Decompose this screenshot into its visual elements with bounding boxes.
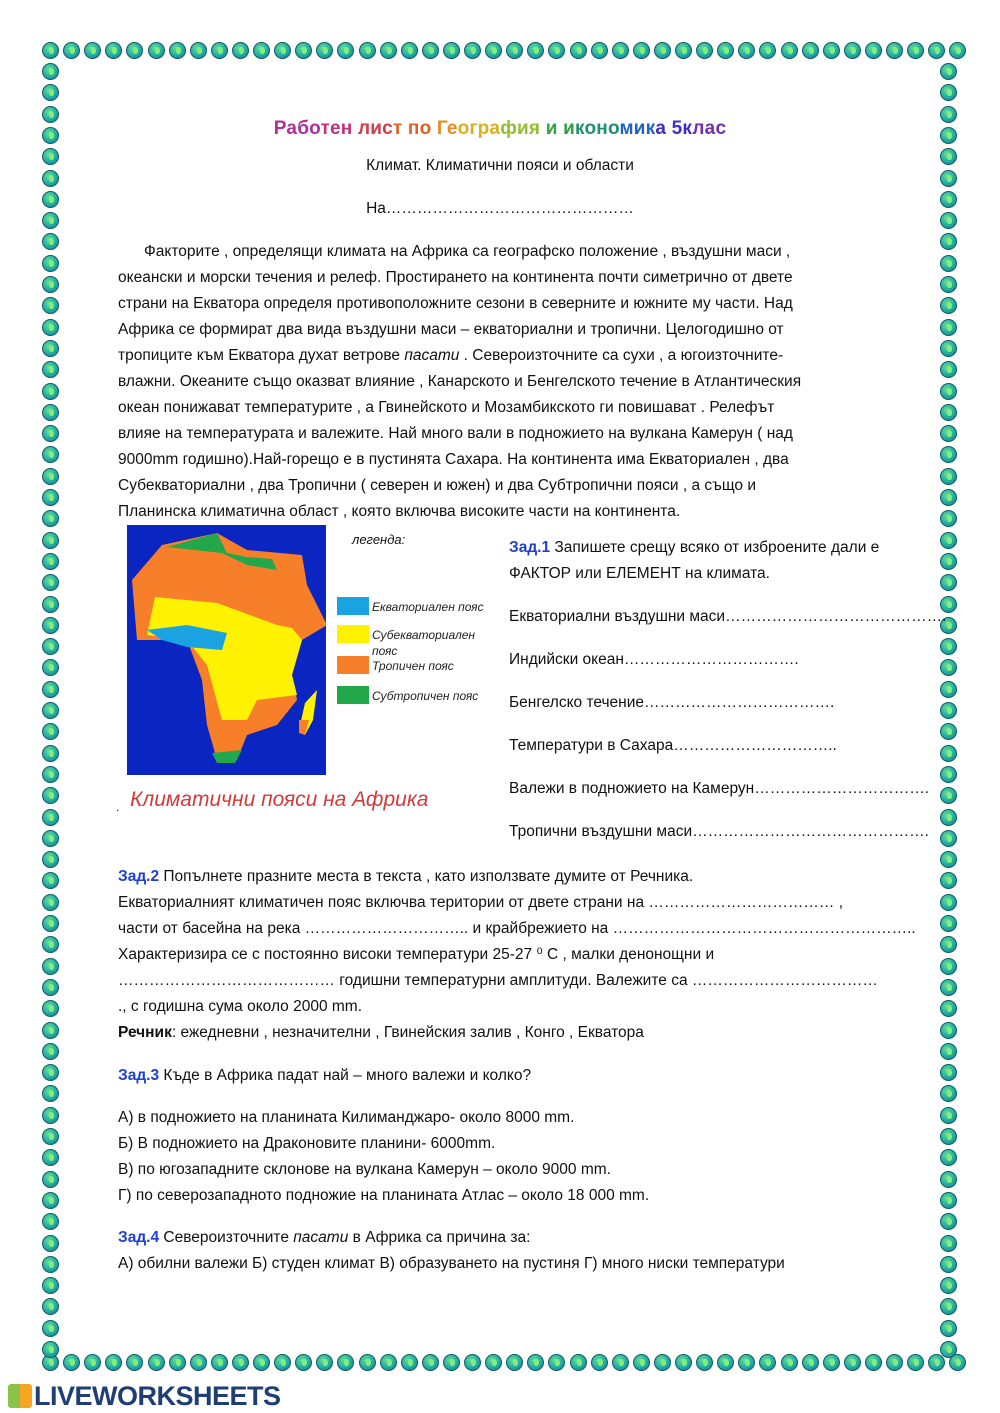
intro-line: Субекваториални , два Тропични ( северен и южен) и два Субтропични пояси , а също и [118, 477, 757, 494]
globe-icon [42, 468, 59, 485]
globe-icon [232, 1354, 249, 1371]
task2 [118, 864, 916, 1046]
globe-icon [105, 42, 122, 59]
globe-icon [940, 894, 957, 911]
legend-label: Екваториален пояс [372, 600, 484, 614]
globe-icon [42, 63, 59, 80]
globe-icon [42, 617, 59, 634]
globe-icon [464, 42, 481, 59]
globe-icon [940, 233, 957, 250]
globe-icon [940, 872, 957, 889]
globe-icon [42, 766, 59, 783]
globe-icon [42, 745, 59, 762]
task4-label: Зад.4 [118, 1229, 160, 1246]
globe-icon [42, 681, 59, 698]
globe-icon [886, 1354, 903, 1371]
globe-icon [865, 1354, 882, 1371]
task2-text: ., с годишна сума около 2000 mm. [118, 998, 363, 1015]
globe-icon [42, 42, 59, 59]
globe-icon [940, 659, 957, 676]
globe-icon [42, 383, 59, 400]
globe-icon [940, 1341, 957, 1358]
task1-text2: ФАКТОР или ЕЛЕМЕНТ на климата. [509, 565, 770, 582]
globe-icon [126, 1354, 143, 1371]
globe-icon [42, 319, 59, 336]
globe-icon [169, 1354, 186, 1371]
dictionary [118, 1020, 916, 1046]
globe-icon [738, 1354, 755, 1371]
globe-icon [570, 42, 587, 59]
globe-icon [295, 42, 312, 59]
globe-icon [190, 42, 207, 59]
globe-icon [42, 1043, 59, 1060]
globe-icon [548, 42, 565, 59]
task2-text: Екваториалният климатичен пояс включва територии от двете страни на ……………………………… , [118, 894, 843, 911]
subtitle: Климат. Климатични пояси и области [366, 157, 634, 174]
intro-line: Африка се формират два вида въздушни маси – екваториални и тропични. Целогодишно от [118, 321, 784, 338]
task2-label: Зад.2 [118, 868, 160, 885]
legend-title: легенда: [352, 532, 406, 547]
worksheet-title: Работен лист по География и икономика 5клас [273, 118, 727, 139]
globe-icon [232, 42, 249, 59]
globe-icon [485, 42, 502, 59]
globe-icon [443, 42, 460, 59]
globe-icon [401, 42, 418, 59]
globe-icon [940, 510, 957, 527]
globe-icon [42, 830, 59, 847]
globe-icon [443, 1354, 460, 1371]
task2-line[interactable] [118, 864, 916, 890]
globe-icon [42, 1171, 59, 1188]
task3-heading [118, 1063, 531, 1089]
globe-icon [940, 979, 957, 996]
globe-icon [84, 1354, 101, 1371]
globe-icon [612, 1354, 629, 1371]
task2-line[interactable] [118, 942, 916, 968]
globe-icon [42, 510, 59, 527]
globe-icon [865, 42, 882, 59]
globe-icon [940, 915, 957, 932]
globe-icon [380, 1354, 397, 1371]
intro-line: океан понижават температурите , а Гвинейското и Мозамбикското ги повишават . Релефът [118, 399, 775, 416]
globe-icon [42, 659, 59, 676]
globe-icon [422, 42, 439, 59]
globe-icon [485, 1354, 502, 1371]
globe-icon [940, 1064, 957, 1081]
globe-icon [527, 1354, 544, 1371]
globe-icon [63, 1354, 80, 1371]
legend-label: Субтропичен пояс [372, 689, 479, 703]
globe-icon [940, 63, 957, 80]
globe-icon [570, 1354, 587, 1371]
legend-swatch [337, 597, 369, 615]
task1-item[interactable]: Температури в Сахара………………………….. [509, 737, 837, 754]
africa-climate-map [127, 525, 326, 775]
globe-icon [148, 1354, 165, 1371]
globe-icon [654, 1354, 671, 1371]
legend-label: Тропичен пояс [372, 659, 454, 673]
globe-icon [591, 42, 608, 59]
globe-icon [940, 84, 957, 101]
globe-icon [886, 42, 903, 59]
globe-icon [42, 553, 59, 570]
globe-icon [823, 42, 840, 59]
intro-line: Планинска климатична област , която включва високите части на континента. [118, 503, 681, 520]
globe-icon [940, 1149, 957, 1166]
globe-icon [940, 276, 957, 293]
task3-option[interactable]: А) в подножието на планината Килиманджаро- около 8000 mm. [118, 1109, 575, 1126]
globe-icon [506, 1354, 523, 1371]
globe-icon [940, 1235, 957, 1252]
globe-icon [940, 340, 957, 357]
globe-icon [63, 42, 80, 59]
globe-icon [940, 532, 957, 549]
name-field[interactable]: На………………………………………… [366, 200, 634, 217]
task3-question: Къде в Африка падат най – много валежи и колко? [159, 1067, 532, 1084]
liveworksheets-logo [8, 1381, 281, 1412]
globe-icon [940, 574, 957, 591]
globe-icon [42, 872, 59, 889]
task1-heading [509, 535, 879, 561]
globe-icon [844, 1354, 861, 1371]
globe-icon [940, 851, 957, 868]
globe-icon [401, 1354, 418, 1371]
task2-line[interactable] [118, 968, 916, 994]
map-caption: Климатични пояси на Африка [130, 788, 429, 811]
globe-icon [42, 276, 59, 293]
globe-icon [928, 42, 945, 59]
task1-item[interactable]: Валежи в подножието на Камерун……………………………. [509, 780, 930, 797]
globe-icon [940, 1277, 957, 1294]
globe-icon [42, 574, 59, 591]
globe-icon [940, 1320, 957, 1337]
globe-icon [654, 42, 671, 59]
globe-icon [42, 894, 59, 911]
globe-icon [190, 1354, 207, 1371]
globe-icon [696, 1354, 713, 1371]
globe-icon [359, 42, 376, 59]
task4-heading [118, 1225, 530, 1251]
intro-line: влияе на температурата и валежите. Най много вали в подножието на вулкана Камерун ( над [118, 425, 793, 442]
globe-icon [940, 745, 957, 762]
globe-icon [316, 42, 333, 59]
globe-icon [42, 340, 59, 357]
task4-q1: Североизточните [159, 1229, 294, 1246]
globe-icon [42, 1064, 59, 1081]
globe-icon [759, 42, 776, 59]
task1-item[interactable]: Тропични въздушни маси………………………………………. [509, 823, 929, 840]
globe-icon [42, 361, 59, 378]
globe-icon [940, 638, 957, 655]
intro-line: Факторите , определящи климата на Африка са географско положение , въздушни маси , [144, 243, 791, 260]
globe-icon [42, 297, 59, 314]
globe-icon [940, 553, 957, 570]
logo-text: LIVEWORKSHEETS [34, 1381, 281, 1411]
globe-icon [274, 1354, 291, 1371]
globe-icon [940, 361, 957, 378]
task4-options[interactable]: А) обилни валежи Б) студен климат В) образуването на пустиня Г) много ниски температури [118, 1255, 785, 1272]
globe-icon [211, 42, 228, 59]
globe-icon [940, 1192, 957, 1209]
globe-icon [42, 1320, 59, 1337]
globe-icon [940, 1022, 957, 1039]
globe-icon [591, 1354, 608, 1371]
task3-option[interactable]: Б) В подножието на Драконовите планини- 6000mm. [118, 1135, 496, 1152]
globe-icon [295, 1354, 312, 1371]
legend-swatch [337, 625, 369, 643]
globe-icon [940, 446, 957, 463]
task3-options [118, 1105, 649, 1209]
globe-icon [940, 787, 957, 804]
logo-icon [8, 1384, 32, 1408]
globe-icon [907, 42, 924, 59]
globe-icon [316, 1354, 333, 1371]
globe-icon [940, 425, 957, 442]
globe-icon [675, 1354, 692, 1371]
globe-icon [940, 766, 957, 783]
task1-item[interactable]: Индийски океан……………………………. [509, 651, 799, 668]
globe-icon [823, 1354, 840, 1371]
intro-line: 9000mm годишно).Най-горещо е в пустинята Сахара. На континента има Екваториален , два [118, 451, 789, 468]
globe-icon [42, 1235, 59, 1252]
globe-icon [940, 255, 957, 272]
globe-icon [802, 1354, 819, 1371]
task2-line[interactable] [118, 890, 916, 916]
task4-q3: в Африка са причина за: [348, 1229, 531, 1246]
globe-icon [42, 723, 59, 740]
globe-icon [940, 681, 957, 698]
globe-icon [126, 42, 143, 59]
globe-icon [42, 702, 59, 719]
globe-icon [42, 1192, 59, 1209]
globe-icon [633, 42, 650, 59]
task2-text: части от басейна на река ………………………….. и крайбрежието на ………………………………………………….. [118, 920, 916, 937]
globe-icon [548, 1354, 565, 1371]
globe-icon [42, 446, 59, 463]
dictionary-label: Речник [118, 1024, 172, 1041]
task1-item[interactable]: Екваториални въздушни маси……………………………………. [509, 608, 947, 625]
globe-icon [42, 532, 59, 549]
globe-icon [42, 1256, 59, 1273]
task4-q2: пасати [293, 1229, 349, 1246]
intro-line: влажни. Океаните също оказват влияние , Канарското и Бенгелското течение в Атлантическия [118, 373, 802, 390]
globe-icon [253, 1354, 270, 1371]
globe-icon [940, 1043, 957, 1060]
globe-icon [42, 1022, 59, 1039]
task2-line[interactable] [118, 916, 916, 942]
globe-icon [696, 42, 713, 59]
globe-icon [42, 1277, 59, 1294]
intro-paragraph [118, 239, 801, 525]
globe-icon [42, 1000, 59, 1017]
globe-icon [717, 42, 734, 59]
globe-icon [42, 1149, 59, 1166]
task3-label: Зад.3 [118, 1067, 160, 1084]
globe-icon [506, 42, 523, 59]
globe-icon [759, 1354, 776, 1371]
globe-icon [105, 1354, 122, 1371]
legend-swatch [337, 656, 369, 674]
globe-icon [940, 489, 957, 506]
legend-label: Субекваториален пояс [372, 628, 476, 658]
globe-icon [42, 851, 59, 868]
globe-icon [42, 425, 59, 442]
globe-icon [738, 42, 755, 59]
intro-line: океански и морски течения и релеф. Простирането на континента почти симетрично от двете [118, 269, 793, 286]
globe-icon [844, 42, 861, 59]
task3-option[interactable]: В) по югозападните склонове на вулкана Камерун – около 9000 mm. [118, 1161, 611, 1178]
globe-icon [380, 42, 397, 59]
globe-icon [527, 42, 544, 59]
globe-icon [781, 42, 798, 59]
globe-icon [940, 1085, 957, 1102]
task2-text: …………………………………… годишни температурни амплитуди. Валежите са ……………………………… [118, 972, 878, 989]
globe-icon [42, 404, 59, 421]
globe-icon [940, 809, 957, 826]
globe-icon [940, 723, 957, 740]
globe-icon [42, 1298, 59, 1315]
globe-icon [940, 1213, 957, 1230]
task2-line[interactable] [118, 994, 916, 1020]
globe-icon [940, 702, 957, 719]
intro-line: страни на Екватора определя противоположните сезони в северните и южните му части. Над [118, 295, 793, 312]
globe-icon [42, 787, 59, 804]
task2-text: Характеризира се с постоянно високи температури 25-27 ⁰ C , малки денонощни и [118, 946, 715, 963]
legend-swatch [337, 686, 369, 704]
globe-icon [940, 297, 957, 314]
globe-icon [84, 42, 101, 59]
globe-icon [781, 1354, 798, 1371]
globe-icon [940, 383, 957, 400]
globe-icon [253, 42, 270, 59]
globe-icon [148, 42, 165, 59]
globe-icon [42, 638, 59, 655]
globe-icon [907, 1354, 924, 1371]
globe-icon [42, 596, 59, 613]
globe-icon [940, 319, 957, 336]
globe-icon [337, 42, 354, 59]
globe-icon [949, 42, 966, 59]
globe-icon [337, 1354, 354, 1371]
task1-text: Запишете срещу всяко от изброените дали е [550, 539, 880, 556]
globe-icon [42, 1341, 59, 1358]
intro-line: тропиците към Екватора духат ветрове пасати . Североизточните са сухи , а югоизточните- [118, 347, 784, 364]
globe-icon [211, 1354, 228, 1371]
globe-icon [42, 979, 59, 996]
globe-icon [42, 1107, 59, 1124]
globe-icon [940, 1000, 957, 1017]
globe-icon [940, 404, 957, 421]
globe-icon [422, 1354, 439, 1371]
globe-icon [274, 42, 291, 59]
globe-icon [42, 489, 59, 506]
globe-icon [42, 915, 59, 932]
globe-icon [42, 958, 59, 975]
globe-icon [940, 958, 957, 975]
globe-icon [802, 42, 819, 59]
globe-icon [940, 936, 957, 953]
globe-icon [940, 830, 957, 847]
globe-icon [42, 936, 59, 953]
globe-icon [940, 1256, 957, 1273]
globe-icon [717, 1354, 734, 1371]
task2-text: Попълнете празните места в текста , като използвате думите от Речника. [159, 868, 694, 885]
globe-icon [612, 42, 629, 59]
task3-option[interactable]: Г) по северозападното подножие на планината Атлас – около 18 000 mm. [118, 1187, 650, 1204]
globe-icon [42, 255, 59, 272]
globe-icon [42, 1085, 59, 1102]
globe-icon [42, 1128, 59, 1145]
dictionary-words: : ежедневни , незначителни , Гвинейския залив , Конго , Екватора [171, 1024, 644, 1041]
globe-icon [940, 1107, 957, 1124]
task1-item[interactable]: Бенгелско течение………………………………. [509, 694, 835, 711]
globe-icon [675, 42, 692, 59]
globe-icon [464, 1354, 481, 1371]
globe-icon [940, 1298, 957, 1315]
globe-icon [169, 42, 186, 59]
globe-icon [42, 1213, 59, 1230]
globe-icon [940, 468, 957, 485]
globe-icon [940, 1171, 957, 1188]
globe-icon [359, 1354, 376, 1371]
globe-icon [42, 233, 59, 250]
globe-icon [633, 1354, 650, 1371]
globe-icon [940, 1128, 957, 1145]
globe-icon [42, 809, 59, 826]
globe-icon [42, 84, 59, 101]
task1-label: Зад.1 [509, 539, 551, 556]
globe-icon [928, 1354, 945, 1371]
